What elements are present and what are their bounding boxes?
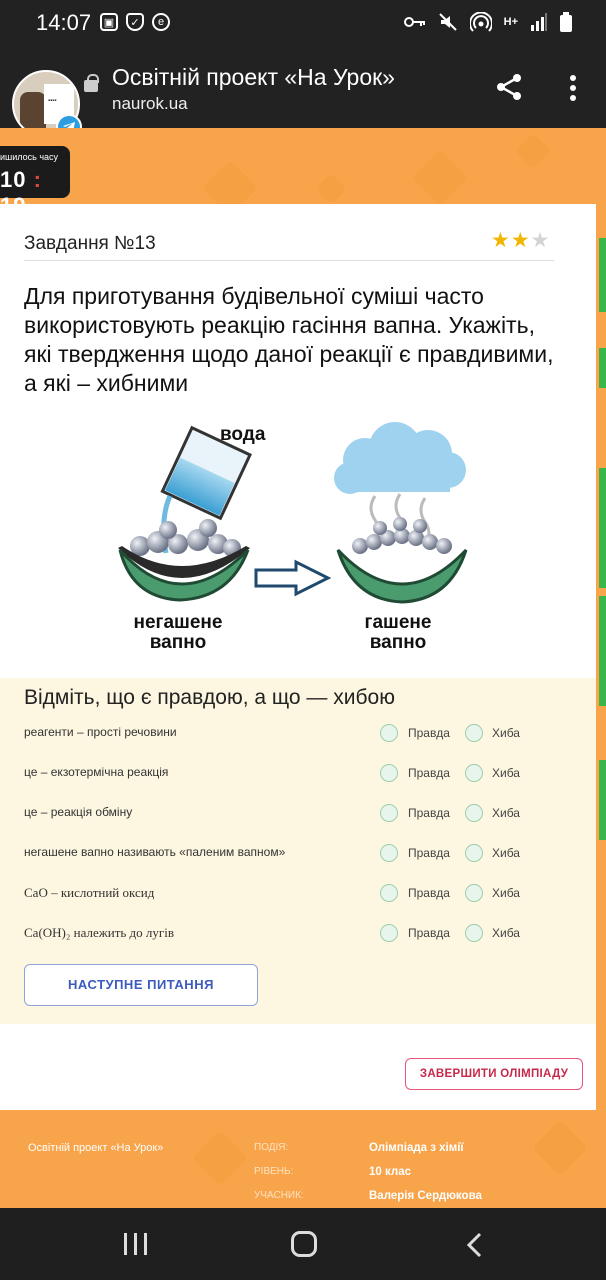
- question-text: Для приготування будівельної суміші часто використовують реакцію гасіння вапна. Укажіть, які твердження щодо даної реакції є правдивими, а які – хибними: [24, 283, 554, 396]
- water-label: вода: [220, 424, 266, 445]
- task-title: Завдання №13: [24, 233, 156, 254]
- true-label: Правда: [408, 806, 450, 820]
- right-bowl: [338, 517, 466, 602]
- false-label: Хиба: [492, 726, 520, 740]
- countdown-timer: [0, 146, 70, 198]
- battery-icon: [560, 12, 572, 32]
- footer: [0, 1110, 606, 1208]
- statement-text: це – реакція обміну: [24, 805, 133, 819]
- false-radio[interactable]: [465, 924, 483, 942]
- mute-icon: [438, 12, 458, 32]
- reaction-illustration: [110, 418, 480, 658]
- left-label-line2: вапно: [149, 632, 207, 653]
- statement-row: [0, 719, 596, 749]
- status-right-icons: [404, 12, 572, 32]
- statement-text: реагенти – прості речовини: [24, 725, 177, 739]
- page-title: Освітній проект «На Урок»: [112, 64, 395, 90]
- app-bar: [0, 46, 606, 128]
- false-label: Хиба: [492, 886, 520, 900]
- right-label-line2: вапно: [369, 632, 427, 653]
- status-left-icons: [100, 13, 170, 31]
- footer-event-value: Олімпіада з хімії: [369, 1142, 464, 1154]
- quiz-panel: [0, 678, 596, 1024]
- false-label: Хиба: [492, 846, 520, 860]
- recent-apps-icon[interactable]: [123, 1232, 149, 1256]
- status-time: 14:07: [36, 10, 92, 35]
- true-label: Правда: [408, 766, 450, 780]
- finish-olympiad-button[interactable]: ЗАВЕРШИТИ ОЛІМПІАДУ: [405, 1058, 583, 1090]
- true-radio[interactable]: [380, 844, 398, 862]
- footer-project[interactable]: Освітній проект «На Урок»: [28, 1142, 164, 1154]
- true-label: Правда: [408, 846, 450, 860]
- footer-participant-value: Валерія Сердюкова: [369, 1190, 482, 1202]
- statement-text: негашене вапно називають «паленим вапном»: [24, 845, 286, 859]
- side-accent: [599, 596, 606, 706]
- false-radio[interactable]: [465, 764, 483, 782]
- key-icon: [404, 15, 426, 29]
- statement-row: [0, 759, 596, 789]
- footer-level-value: 10 клас: [369, 1166, 411, 1178]
- false-radio[interactable]: [465, 724, 483, 742]
- footer-event-label: ПОДІЯ:: [254, 1142, 289, 1153]
- star-icon: ★: [491, 229, 511, 252]
- statement-text: Ca(OH)₂ належить до лугів: [24, 925, 174, 940]
- side-accent: [599, 238, 606, 312]
- star-icon: ★: [530, 229, 551, 252]
- status-bar: [0, 0, 606, 46]
- true-radio[interactable]: [380, 764, 398, 782]
- maple-leaf-decoration: [515, 133, 552, 170]
- star-icon: ★: [510, 229, 531, 252]
- statement-row: [0, 799, 596, 829]
- true-label: Правда: [408, 726, 450, 740]
- false-radio[interactable]: [465, 804, 483, 822]
- avatar[interactable]: ▪▪▪▪: [12, 70, 80, 138]
- system-nav-bar: [0, 1208, 606, 1280]
- footer-participant-label: УЧАСНИК:: [254, 1190, 304, 1201]
- hotspot-icon: [470, 12, 492, 32]
- image-icon: ▣: [100, 13, 118, 31]
- side-accent: [599, 348, 606, 388]
- true-radio[interactable]: [380, 724, 398, 742]
- page-url: naurok.ua: [112, 94, 188, 113]
- false-label: Хиба: [492, 926, 520, 940]
- shield-icon: ✓: [126, 13, 144, 31]
- true-label: Правда: [408, 886, 450, 900]
- quiz-heading: Відміть, що є правдою, а що — хибою: [24, 686, 395, 709]
- timer-value: 10 :: [0, 167, 42, 192]
- statement-row: [0, 879, 596, 909]
- statement-row: [0, 919, 596, 949]
- web-page: [0, 128, 606, 1208]
- left-bowl: [118, 519, 250, 600]
- network-type: H+: [503, 16, 518, 28]
- left-label-line1: негашене: [133, 612, 223, 633]
- false-radio[interactable]: [465, 844, 483, 862]
- timer-label: ишилось часу: [0, 152, 59, 162]
- statement-row: [0, 839, 596, 869]
- difficulty-stars: [491, 228, 550, 253]
- side-accent: [599, 760, 606, 840]
- false-label: Хиба: [492, 806, 520, 820]
- true-radio[interactable]: [380, 884, 398, 902]
- arrow-icon: [256, 562, 328, 594]
- false-radio[interactable]: [465, 884, 483, 902]
- next-question-button[interactable]: НАСТУПНЕ ПИТАННЯ: [24, 964, 258, 1006]
- share-icon[interactable]: [494, 72, 524, 102]
- side-accent: [599, 468, 606, 588]
- signal-icon: [530, 13, 548, 31]
- true-label: Правда: [408, 926, 450, 940]
- true-radio[interactable]: [380, 804, 398, 822]
- footer-level-label: РІВЕНЬ:: [254, 1166, 294, 1177]
- true-radio[interactable]: [380, 924, 398, 942]
- statement-text: CaO – кислотний оксид: [24, 885, 155, 900]
- right-label-line1: гашене: [364, 612, 432, 633]
- maple-leaf-decoration: [412, 150, 469, 207]
- more-menu-icon[interactable]: [568, 74, 578, 102]
- false-label: Хиба: [492, 766, 520, 780]
- e-icon: e: [152, 13, 170, 31]
- statement-text: це – екзотермічна реакція: [24, 765, 169, 779]
- back-icon[interactable]: [465, 1232, 483, 1258]
- lock-icon: [84, 80, 98, 92]
- divider: [24, 260, 554, 261]
- maple-leaf-decoration: [315, 173, 346, 204]
- home-icon[interactable]: [291, 1231, 317, 1257]
